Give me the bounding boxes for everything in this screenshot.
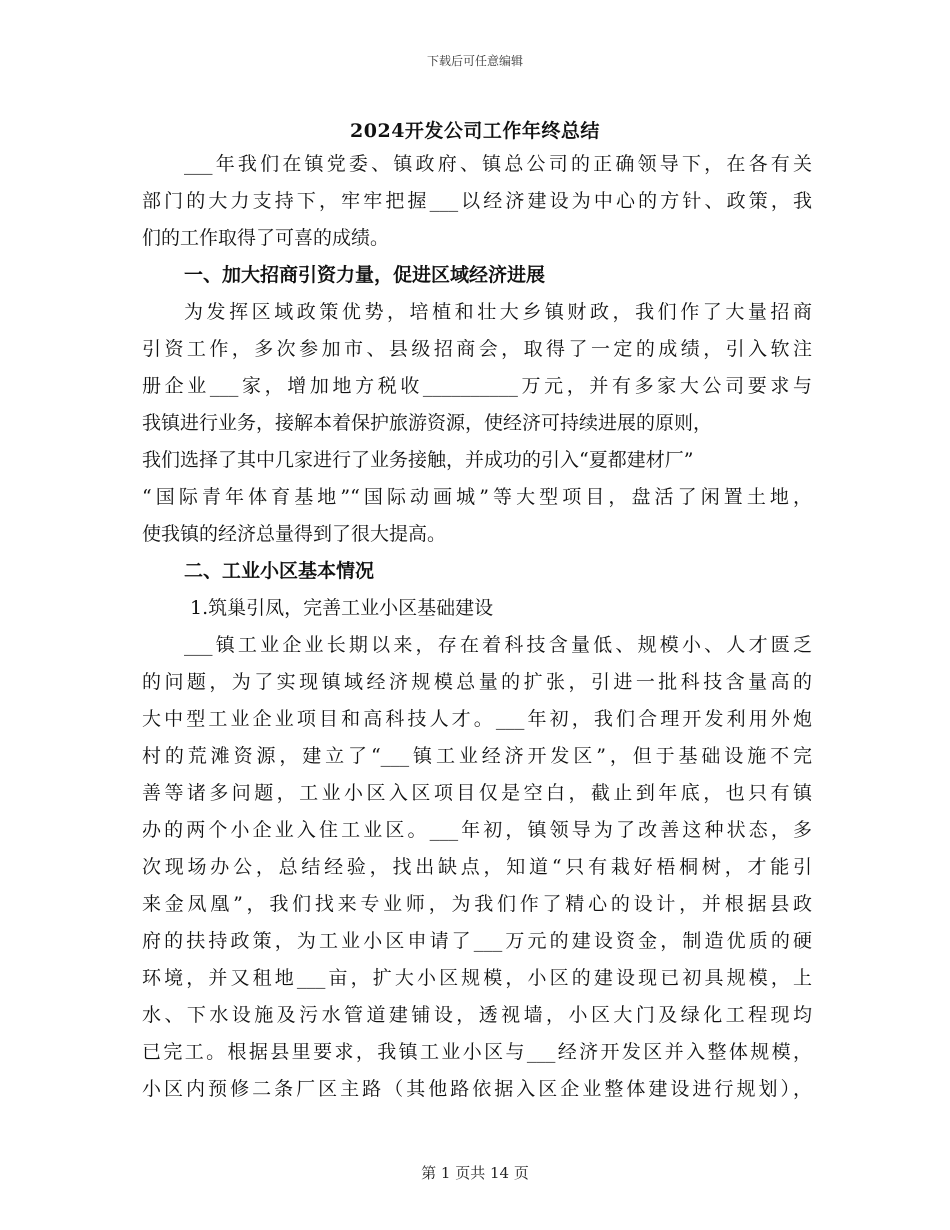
body-text-line: 府的扶持政策，为工业小区申请了___万元的建设资金，制造优质的硬 <box>142 930 812 952</box>
body-text-line: 引资工作，多次参加市、县级招商会，取得了一定的成绩，引入软注 <box>142 338 812 360</box>
body-text-line: 善等诸多问题，工业小区入区项目仅是空白，截止到年底，也只有镇 <box>142 782 812 804</box>
body-text-line: 环境，并又租地___亩，扩大小区规模，小区的建设现已初具规模，上 <box>142 967 812 989</box>
body-text-line: 来金凤凰”，我们找来专业师，为我们作了精心的设计，并根据县政 <box>142 893 812 915</box>
body-text-line: 的问题，为了实现镇域经济规模总量的扩张，引进一批科技含量高的 <box>142 671 812 693</box>
body-text-line: 办的两个小企业入住工业区。___年初，镇领导为了改善这种状态，多 <box>142 819 812 841</box>
body-text-line: 已完工。根据县里要求，我镇工业小区与___经济开发区并入整体规模， <box>142 1041 812 1063</box>
body-text-line: ___镇工业企业长期以来，存在着科技含量低、规模小、人才匮乏 <box>184 634 812 656</box>
body-text-line: 水、下水设施及污水管道建铺设，透视墙，小区大门及绿化工程现均 <box>142 1004 812 1026</box>
body-text-line: 大中型工业企业项目和高科技人才。___年初，我们合理开发利用外炮 <box>142 708 812 730</box>
body-text-line: 们的工作取得了可喜的成绩。 <box>142 227 390 249</box>
body-text-line: 我镇进行业务，接解本着保护旅游资源，使经济可持续进展的原则， <box>142 412 713 434</box>
body-text-line: 我们选择了其中几家进行了业务接触，并成功的引入“夏都建材厂” <box>142 449 694 471</box>
body-text-line: 次现场办公，总结经验，找出缺点，知道“只有栽好梧桐树，才能引 <box>142 856 812 878</box>
document-body <box>142 146 812 1108</box>
body-text-line: 村的荒滩资源，建立了“___镇工业经济开发区”，但于基础设施不完 <box>142 745 812 767</box>
body-text-line: 1.筑巢引凤，完善工业小区基础建设 <box>190 597 494 619</box>
body-text-line: “国际青年体育基地”“国际动画城”等大型项目，盘活了闲置土地， <box>142 486 812 508</box>
body-text-line: 小区内预修二条厂区主路（其他路依据入区企业整体建设进行规划）， <box>142 1078 812 1100</box>
section-heading: 二、工业小区基本情况 <box>184 560 375 582</box>
body-text-line: 为发挥区域政策优势，培植和壮大乡镇财政，我们作了大量招商 <box>184 301 812 323</box>
page-footer: 第 1 页共 14 页 <box>421 1164 529 1182</box>
document-title: 2024开发公司工作年终总结 <box>350 120 600 142</box>
body-text-line: ___年我们在镇党委、镇政府、镇总公司的正确领导下，在各有关 <box>184 153 812 175</box>
body-text-line: 使我镇的经济总量得到了很大提高。 <box>142 523 447 545</box>
section-heading: 一、加大招商引资力量，促进区域经济进展 <box>184 264 546 286</box>
body-text-line: 册企业___家，增加地方税收__________万元，并有多家大公司要求与 <box>142 375 812 397</box>
body-text-line: 部门的大力支持下，牢牢把握___以经济建设为中心的方针、政策，我 <box>142 190 812 212</box>
page-header: 下载后可任意编辑 <box>426 54 523 68</box>
